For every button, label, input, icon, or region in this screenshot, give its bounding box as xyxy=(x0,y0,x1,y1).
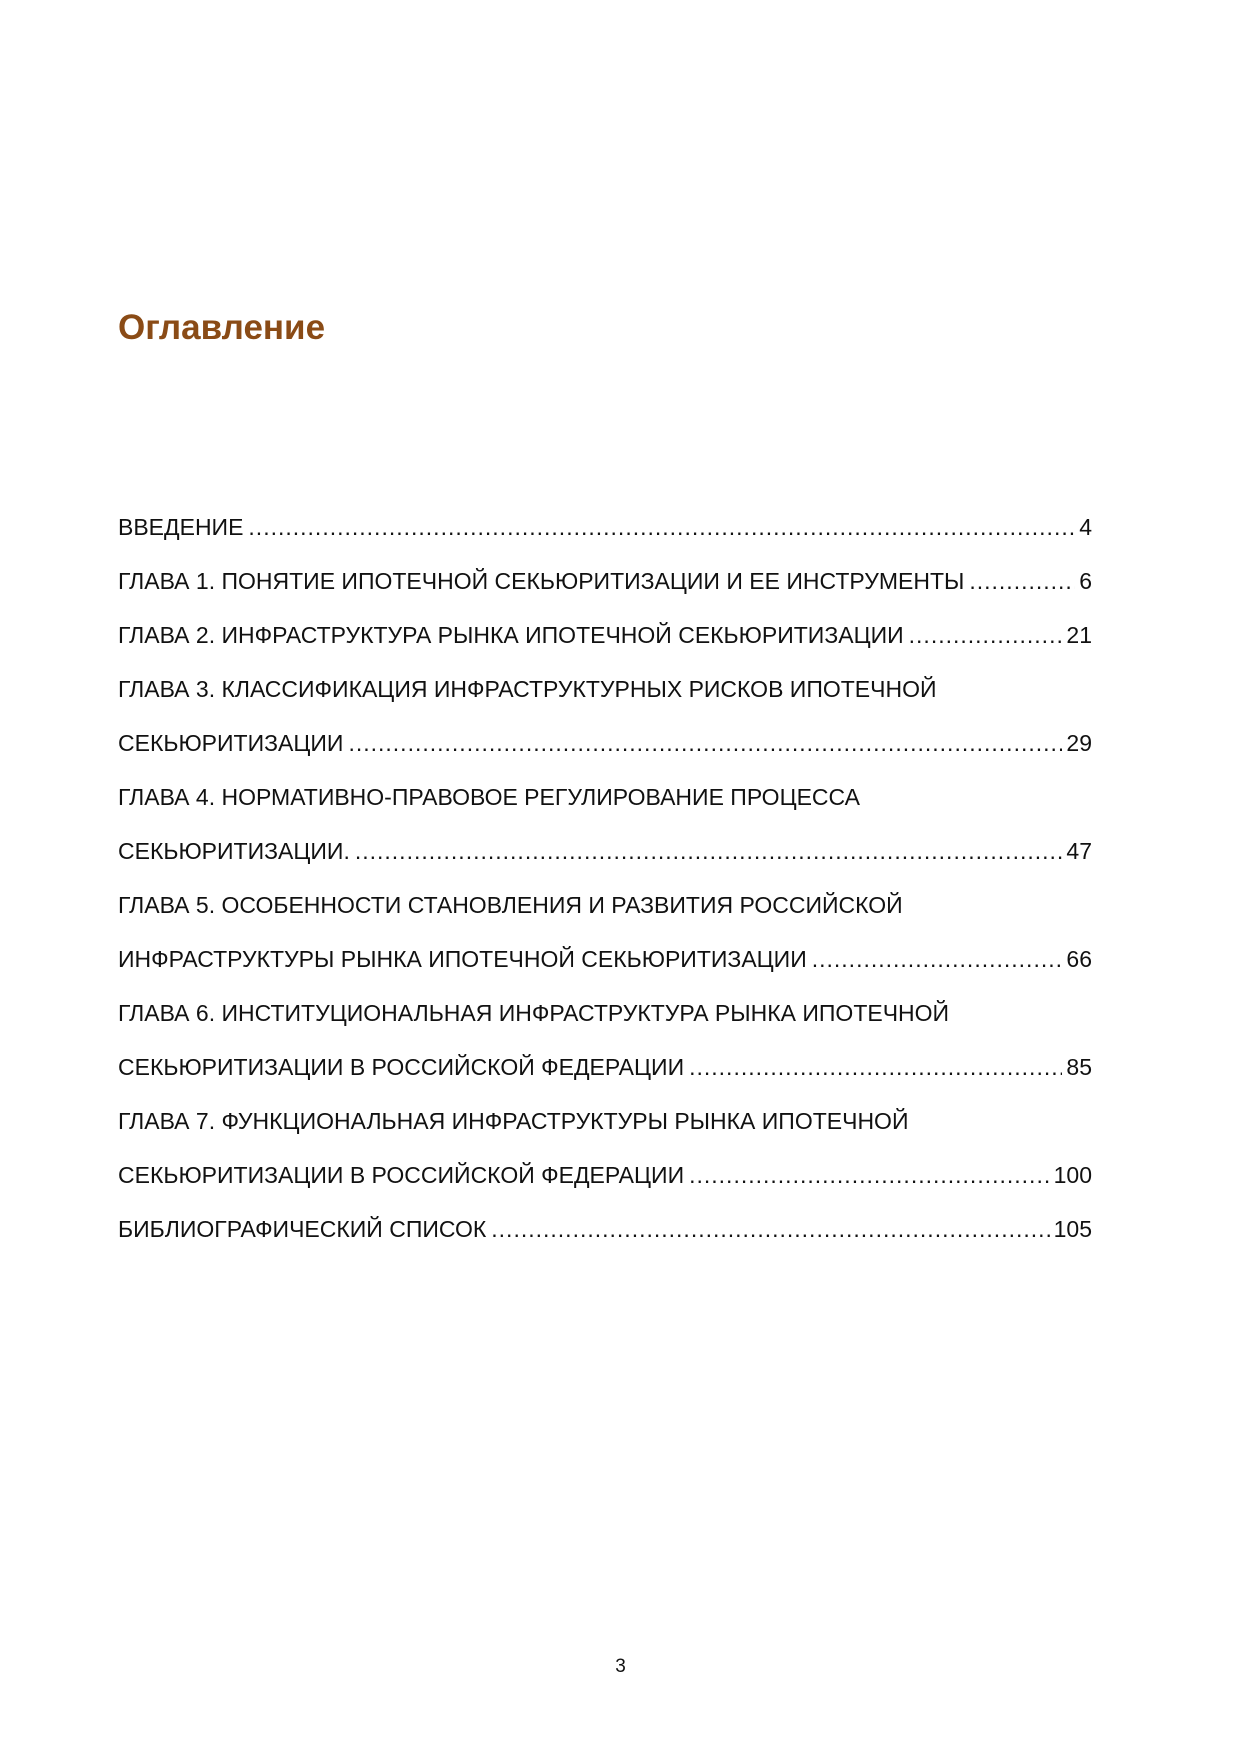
toc-entry-page-number: 100 xyxy=(1053,1162,1092,1188)
toc-entry-line xyxy=(118,938,1092,981)
toc-entry-page-number: 47 xyxy=(1066,838,1092,864)
toc-entry-title: СЕКЬЮРИТИЗАЦИИ xyxy=(118,730,344,756)
toc-entry[interactable] xyxy=(118,776,1092,873)
toc-entry-page-number: 66 xyxy=(1066,946,1092,972)
toc-entry-line xyxy=(118,560,1092,603)
toc-entry-page-number: 85 xyxy=(1066,1054,1092,1080)
toc-entry-title-line: ГЛАВА 7. ФУНКЦИОНАЛЬНАЯ ИНФРАСТРУКТУРЫ РЫНКА ИПОТЕЧНОЙ xyxy=(118,1108,909,1134)
toc-entry-title: СЕКЬЮРИТИЗАЦИИ В РОССИЙСКОЙ ФЕДЕРАЦИИ xyxy=(118,1054,685,1080)
dot-leader xyxy=(355,830,1063,873)
toc-entry-title: ИНФРАСТРУКТУРЫ РЫНКА ИПОТЕЧНОЙ СЕКЬЮРИТИЗАЦИИ xyxy=(118,946,807,972)
toc-entry-line xyxy=(118,830,1092,873)
toc-entry-line xyxy=(118,506,1092,549)
toc-entry-line xyxy=(118,1154,1092,1197)
toc-entry-title-line: ГЛАВА 3. КЛАССИФИКАЦИЯ ИНФРАСТРУКТУРНЫХ РИСКОВ ИПОТЕЧНОЙ xyxy=(118,676,937,702)
toc-entry-title-line: ГЛАВА 4. НОРМАТИВНО-ПРАВОВОЕ РЕГУЛИРОВАНИЕ ПРОЦЕССА xyxy=(118,784,860,810)
toc-entry-page-number: 29 xyxy=(1066,730,1092,756)
dot-leader xyxy=(689,1046,1062,1089)
dot-leader xyxy=(491,1208,1049,1251)
dot-leader xyxy=(248,506,1075,549)
toc-entry-title: БИБЛИОГРАФИЧЕСКИЙ СПИСОК xyxy=(118,1216,487,1242)
toc-entry-title: СЕКЬЮРИТИЗАЦИИ. xyxy=(118,838,350,864)
toc-entry-line xyxy=(118,722,1092,765)
toc-entry[interactable] xyxy=(118,884,1092,981)
toc-entry[interactable] xyxy=(118,614,1092,657)
dot-leader xyxy=(689,1154,1050,1197)
toc-entry-title: СЕКЬЮРИТИЗАЦИИ В РОССИЙСКОЙ ФЕДЕРАЦИИ xyxy=(118,1162,685,1188)
toc-entry[interactable] xyxy=(118,506,1092,549)
toc-entry-line xyxy=(118,614,1092,657)
toc-entry[interactable] xyxy=(118,668,1092,765)
toc-entry-page-number: 21 xyxy=(1066,622,1092,648)
toc-entry-title: ВВЕДЕНИЕ xyxy=(118,514,244,540)
toc-entry[interactable] xyxy=(118,560,1092,603)
toc-entry-page-number: 4 xyxy=(1079,514,1092,540)
toc-entry-line xyxy=(118,1046,1092,1089)
table-of-contents xyxy=(118,506,1092,1262)
toc-entry-page-number: 105 xyxy=(1053,1216,1092,1242)
toc-entry-title-line: ГЛАВА 5. ОСОБЕННОСТИ СТАНОВЛЕНИЯ И РАЗВИТИЯ РОССИЙСКОЙ xyxy=(118,892,903,918)
toc-entry-page-number: 6 xyxy=(1079,568,1092,594)
toc-entry[interactable] xyxy=(118,1100,1092,1197)
dot-leader xyxy=(348,722,1062,765)
toc-entry-title-line: ГЛАВА 6. ИНСТИТУЦИОНАЛЬНАЯ ИНФРАСТРУКТУРА РЫНКА ИПОТЕЧНОЙ xyxy=(118,1000,950,1026)
toc-entry[interactable] xyxy=(118,1208,1092,1251)
toc-heading: Оглавление xyxy=(118,308,326,347)
page-number: 3 xyxy=(615,1656,626,1677)
dot-leader xyxy=(909,614,1063,657)
toc-entry-title: ГЛАВА 2. ИНФРАСТРУКТУРА РЫНКА ИПОТЕЧНОЙ СЕКЬЮРИТИЗАЦИИ xyxy=(118,622,904,648)
toc-entry[interactable] xyxy=(118,992,1092,1089)
toc-entry-line xyxy=(118,1208,1092,1251)
toc-entry-title: ГЛАВА 1. ПОНЯТИЕ ИПОТЕЧНОЙ СЕКЬЮРИТИЗАЦИИ И ЕЕ ИНСТРУМЕНТЫ xyxy=(118,568,965,594)
dot-leader xyxy=(969,560,1075,603)
dot-leader xyxy=(812,938,1063,981)
